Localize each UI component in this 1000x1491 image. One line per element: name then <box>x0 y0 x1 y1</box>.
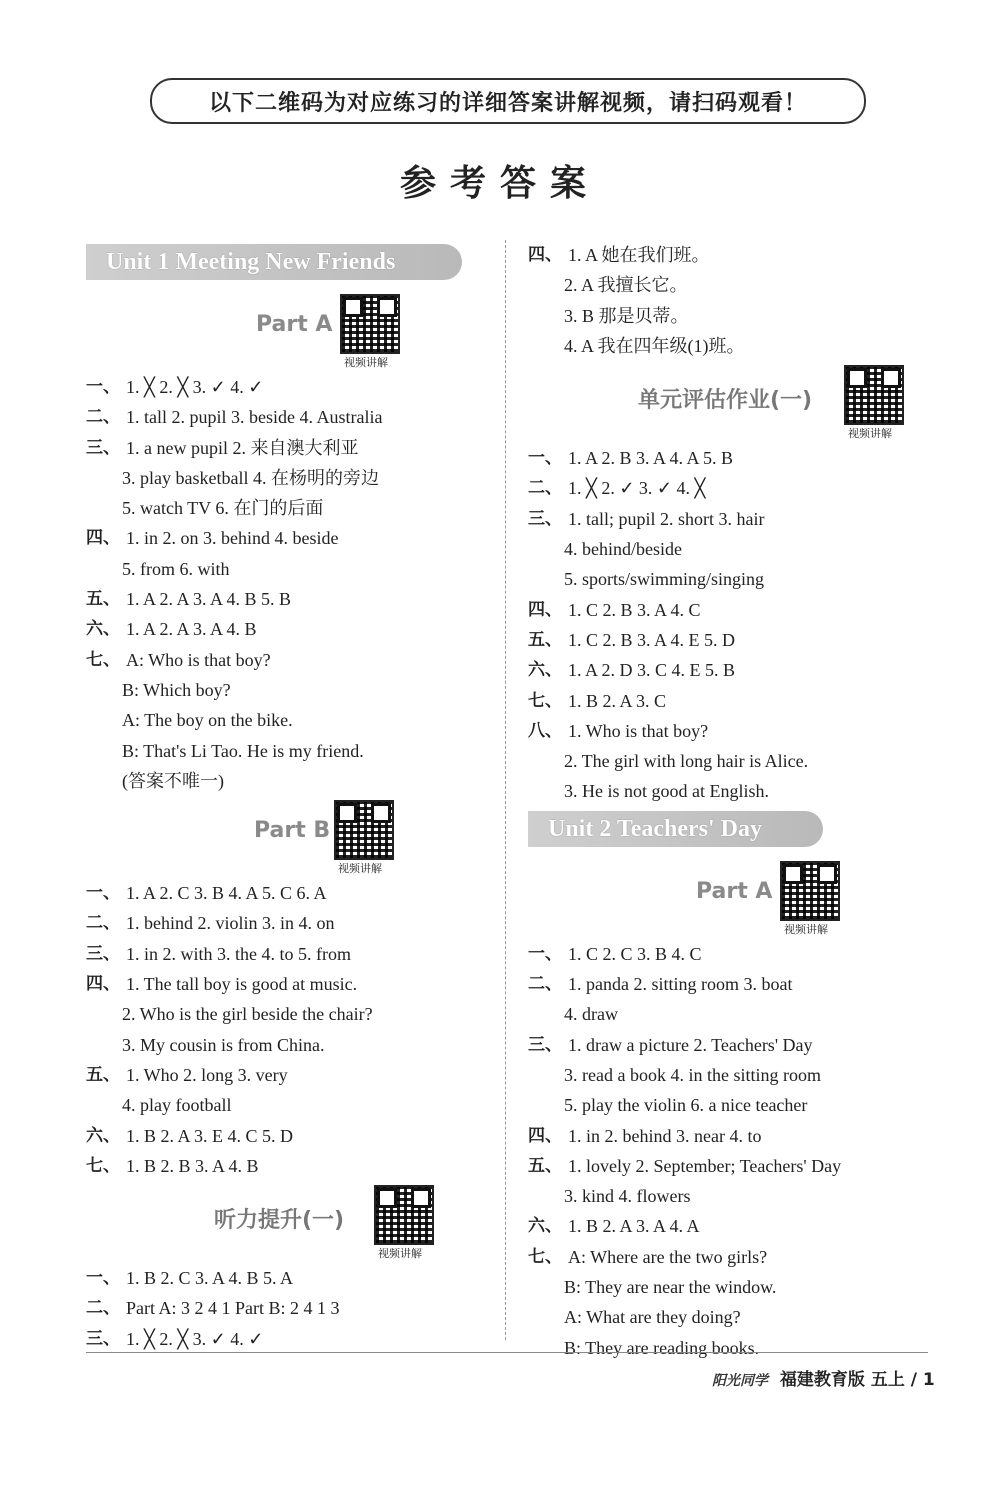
answer-text: 3. My cousin is from China. <box>122 1034 325 1055</box>
question-number: 七、 <box>528 1246 562 1267</box>
question-number: 四、 <box>528 599 562 620</box>
qr-caption: 视频讲解 <box>338 862 382 876</box>
answer-text: A: Who is that boy? <box>126 649 271 670</box>
answer-text: 1. A 2. B 3. A 4. A 5. B <box>568 448 734 469</box>
answer-text: A: What are they doing? <box>564 1307 741 1328</box>
u1-part-b-header <box>86 796 491 878</box>
answer-line <box>86 645 491 675</box>
answers-u1-part-b <box>86 878 491 1181</box>
answer-line <box>86 584 491 614</box>
answer-line <box>86 1030 491 1060</box>
question-number: 三、 <box>528 1034 562 1055</box>
answer-line <box>528 939 928 969</box>
section-label: Part A <box>696 878 773 904</box>
question-number: 四、 <box>86 974 120 995</box>
answer-line <box>528 776 928 806</box>
answer-text: 1. B 2. A 3. C <box>568 690 667 711</box>
question-number: 五、 <box>528 629 562 650</box>
answer-line <box>86 969 491 999</box>
answer-line <box>86 908 491 938</box>
answer-text: 1. B 2. A 3. E 4. C 5. D <box>126 1125 294 1146</box>
answer-line <box>528 1090 928 1120</box>
answer-text: 1. A 2. D 3. C 4. E 5. B <box>568 660 736 681</box>
right-column <box>528 240 928 1363</box>
answer-line <box>528 1333 928 1363</box>
answer-text: 1. B 2. A 3. A 4. A <box>568 1216 700 1237</box>
answer-text: 4. play football <box>122 1095 232 1116</box>
answer-text: 1. B 2. B 3. A 4. B <box>126 1155 259 1176</box>
answer-line <box>528 1242 928 1272</box>
answer-text: 5. sports/swimming/singing <box>564 569 765 590</box>
question-number: 二、 <box>86 407 120 428</box>
answer-line <box>86 554 491 584</box>
answer-text: B: Which boy? <box>122 679 231 700</box>
question-number: 一、 <box>528 448 562 469</box>
answer-text: 1. ╳ 2. ╳ 3. ✓ 4. ✓ <box>126 377 264 397</box>
answers-listening-1 <box>86 1263 491 1354</box>
answer-line <box>528 564 928 594</box>
answers-u1-part-a <box>86 372 491 796</box>
answer-text: A: The boy on the bike. <box>122 710 293 731</box>
answer-text: 1. behind 2. violin 3. in 4. on <box>126 913 335 934</box>
qr-code-icon[interactable] <box>334 800 394 860</box>
answer-line <box>528 1181 928 1211</box>
answer-text: Part A: 3 2 4 1 Part B: 2 4 1 3 <box>126 1298 340 1319</box>
answer-line <box>86 878 491 908</box>
question-number: 八、 <box>528 720 562 741</box>
question-number: 五、 <box>528 1155 562 1176</box>
question-number: 六、 <box>86 619 120 640</box>
question-number: 四、 <box>86 528 120 549</box>
u1-part-a-header <box>86 290 491 372</box>
section-label: Part B <box>254 818 331 844</box>
answer-line <box>528 1272 928 1302</box>
left-column <box>86 240 491 1354</box>
answer-line <box>528 1030 928 1060</box>
answer-line <box>528 1151 928 1181</box>
question-number: 三、 <box>528 508 562 529</box>
answer-text: 3. play basketball 4. 在杨明的旁边 <box>122 467 379 488</box>
answer-text: 5. watch TV 6. 在门的后面 <box>122 498 324 519</box>
banner: 以下二维码为对应练习的详细答案讲解视频，请扫码观看！ <box>150 78 866 124</box>
answer-line <box>528 716 928 746</box>
answers-u2-part-a <box>528 939 928 1363</box>
answer-line <box>528 331 928 361</box>
answer-text: 1. Who 2. long 3. very <box>126 1064 288 1085</box>
answer-text: 2. The girl with long hair is Alice. <box>564 751 809 772</box>
question-number: 六、 <box>528 1216 562 1237</box>
page-title: 参考答案 <box>399 163 600 204</box>
answer-line <box>528 686 928 716</box>
answer-text: 1. ╳ 2. ✓ 3. ✓ 4. ╳ <box>568 478 706 499</box>
answer-line <box>86 1090 491 1120</box>
answer-text: 4. draw <box>564 1004 618 1025</box>
answer-line <box>86 493 491 523</box>
unit1-heading: Unit 1 Meeting New Friends <box>86 244 462 280</box>
answer-text: B: They are near the window. <box>564 1277 777 1298</box>
qr-caption: 视频讲解 <box>784 922 828 936</box>
answer-line <box>528 1121 928 1151</box>
eval-header <box>528 361 928 443</box>
question-number: 四、 <box>528 245 562 265</box>
answer-text: 1. ╳ 2. ╳ 3. ✓ 4. ✓ <box>126 1328 264 1349</box>
question-number: 五、 <box>86 589 120 610</box>
answer-line <box>528 595 928 625</box>
answer-text: 1. tall 2. pupil 3. beside 4. Australia <box>126 407 383 428</box>
answer-text: 1. C 2. B 3. A 4. E 5. D <box>568 629 736 650</box>
answer-text: 1. A 2. A 3. A 4. B 5. B <box>126 589 292 610</box>
answer-line <box>528 534 928 564</box>
answer-line <box>86 705 491 735</box>
answer-text: 3. He is not good at English. <box>564 781 769 802</box>
answer-line <box>86 523 491 553</box>
answer-text: 4. behind/beside <box>564 539 682 560</box>
answer-text: 4. A 我在四年级(1)班。 <box>564 335 745 356</box>
question-number: 五、 <box>86 1064 120 1085</box>
answer-line <box>528 240 928 270</box>
answer-text: 1. panda 2. sitting room 3. boat <box>568 974 793 995</box>
answer-line <box>528 999 928 1029</box>
answer-text: 1. in 2. behind 3. near 4. to <box>568 1125 762 1146</box>
answer-text: 1. A 她在我们班。 <box>568 245 710 265</box>
answer-line <box>528 746 928 776</box>
qr-caption: 视频讲解 <box>378 1247 422 1261</box>
answer-text: 1. C 2. B 3. A 4. C <box>568 599 701 620</box>
answer-text: 1. draw a picture 2. Teachers' Day <box>568 1034 813 1055</box>
qr-caption: 视频讲解 <box>848 427 892 441</box>
footer <box>712 1365 935 1390</box>
question-number: 六、 <box>86 1125 120 1146</box>
qr-code-icon[interactable] <box>340 294 400 354</box>
question-number: 二、 <box>528 974 562 995</box>
question-number: 二、 <box>528 478 562 499</box>
question-number: 七、 <box>86 649 120 670</box>
answer-line <box>528 655 928 685</box>
footer-rule <box>86 1352 928 1353</box>
answer-text: 5. play the violin 6. a nice teacher <box>564 1095 808 1116</box>
answer-line <box>86 736 491 766</box>
question-number: 七、 <box>86 1155 120 1176</box>
answer-text: 1. B 2. C 3. A 4. B 5. A <box>126 1268 294 1289</box>
answer-text: 3. kind 4. flowers <box>564 1186 691 1207</box>
question-number: 二、 <box>86 913 120 934</box>
answer-text: 1. A 2. A 3. A 4. B <box>126 619 257 640</box>
listening-header <box>86 1181 491 1263</box>
question-number: 一、 <box>86 377 120 397</box>
qr-caption: 视频讲解 <box>344 356 388 369</box>
brand-logo: 阳光同学 <box>712 1373 768 1389</box>
answer-text: 2. A 我擅长它。 <box>564 275 688 296</box>
answer-line <box>528 625 928 655</box>
section-label: 听力提升(一) <box>214 1208 345 1234</box>
answer-line <box>86 1060 491 1090</box>
answer-text: 1. A 2. C 3. B 4. A 5. C 6. A <box>126 883 327 904</box>
answer-line <box>528 969 928 999</box>
answer-text: 1. a new pupil 2. 来自澳大利亚 <box>126 437 359 458</box>
answers-evaluation-1 <box>528 443 928 807</box>
answer-line <box>86 372 491 402</box>
answer-line <box>86 433 491 463</box>
answer-text: 1. tall; pupil 2. short 3. hair <box>568 508 765 529</box>
footer-text: 福建教育版 五上 / 1 <box>779 1370 935 1390</box>
question-number: 三、 <box>86 1328 120 1349</box>
answer-line <box>86 1263 491 1293</box>
answer-text: 2. Who is the girl beside the chair? <box>122 1004 373 1025</box>
answer-text: (答案不唯一) <box>122 770 224 791</box>
answer-line <box>528 504 928 534</box>
qr-code-icon[interactable] <box>374 1185 434 1245</box>
answer-line <box>86 939 491 969</box>
answer-line <box>528 473 928 503</box>
answer-line <box>86 1151 491 1181</box>
answer-line <box>528 443 928 473</box>
answer-line <box>86 1121 491 1151</box>
question-number: 三、 <box>86 943 120 964</box>
answer-line <box>86 614 491 644</box>
answer-text: 1. in 2. with 3. the 4. to 5. from <box>126 943 351 964</box>
unit2-heading: Unit 2 Teachers' Day <box>528 811 823 847</box>
question-number: 三、 <box>86 437 120 458</box>
answer-line <box>86 675 491 705</box>
question-number: 一、 <box>86 883 120 904</box>
question-number: 一、 <box>528 943 562 964</box>
answers-u1-part-b-continued <box>528 240 928 361</box>
answer-line <box>86 766 491 796</box>
qr-code-icon[interactable] <box>780 861 840 921</box>
answer-line <box>528 270 928 300</box>
answer-text: B: That's Li Tao. He is my friend. <box>122 740 364 761</box>
answer-text: A: Where are the two girls? <box>568 1246 768 1267</box>
question-number: 一、 <box>86 1268 120 1289</box>
question-number: 六、 <box>528 660 562 681</box>
answer-text: 1. The tall boy is good at music. <box>126 974 358 995</box>
answer-line <box>86 402 491 432</box>
column-divider <box>505 240 506 1340</box>
question-number: 七、 <box>528 690 562 711</box>
answer-text: B: They are reading books. <box>564 1337 760 1358</box>
answer-text: 1. Who is that boy? <box>568 720 709 741</box>
qr-code-icon[interactable] <box>844 365 904 425</box>
answer-line <box>86 463 491 493</box>
u2-part-a-header <box>528 857 928 939</box>
answer-text: 1. C 2. C 3. B 4. C <box>568 943 702 964</box>
answer-text: 1. in 2. on 3. behind 4. beside <box>126 528 339 549</box>
answer-line <box>528 1060 928 1090</box>
section-label: Part A <box>256 312 333 337</box>
answer-line <box>528 1211 928 1241</box>
question-number: 二、 <box>86 1298 120 1319</box>
question-number: 四、 <box>528 1125 562 1146</box>
answer-line <box>86 1324 491 1354</box>
answer-text: 3. B 那是贝蒂。 <box>564 305 689 326</box>
answer-line <box>528 301 928 331</box>
answer-line <box>86 999 491 1029</box>
answer-line <box>86 1293 491 1323</box>
answer-text: 5. from 6. with <box>122 558 230 579</box>
answer-text: 1. lovely 2. September; Teachers' Day <box>568 1155 842 1176</box>
section-label: 单元评估作业(一) <box>638 388 813 414</box>
answer-text: 3. read a book 4. in the sitting room <box>564 1064 821 1085</box>
answer-line <box>528 1302 928 1332</box>
